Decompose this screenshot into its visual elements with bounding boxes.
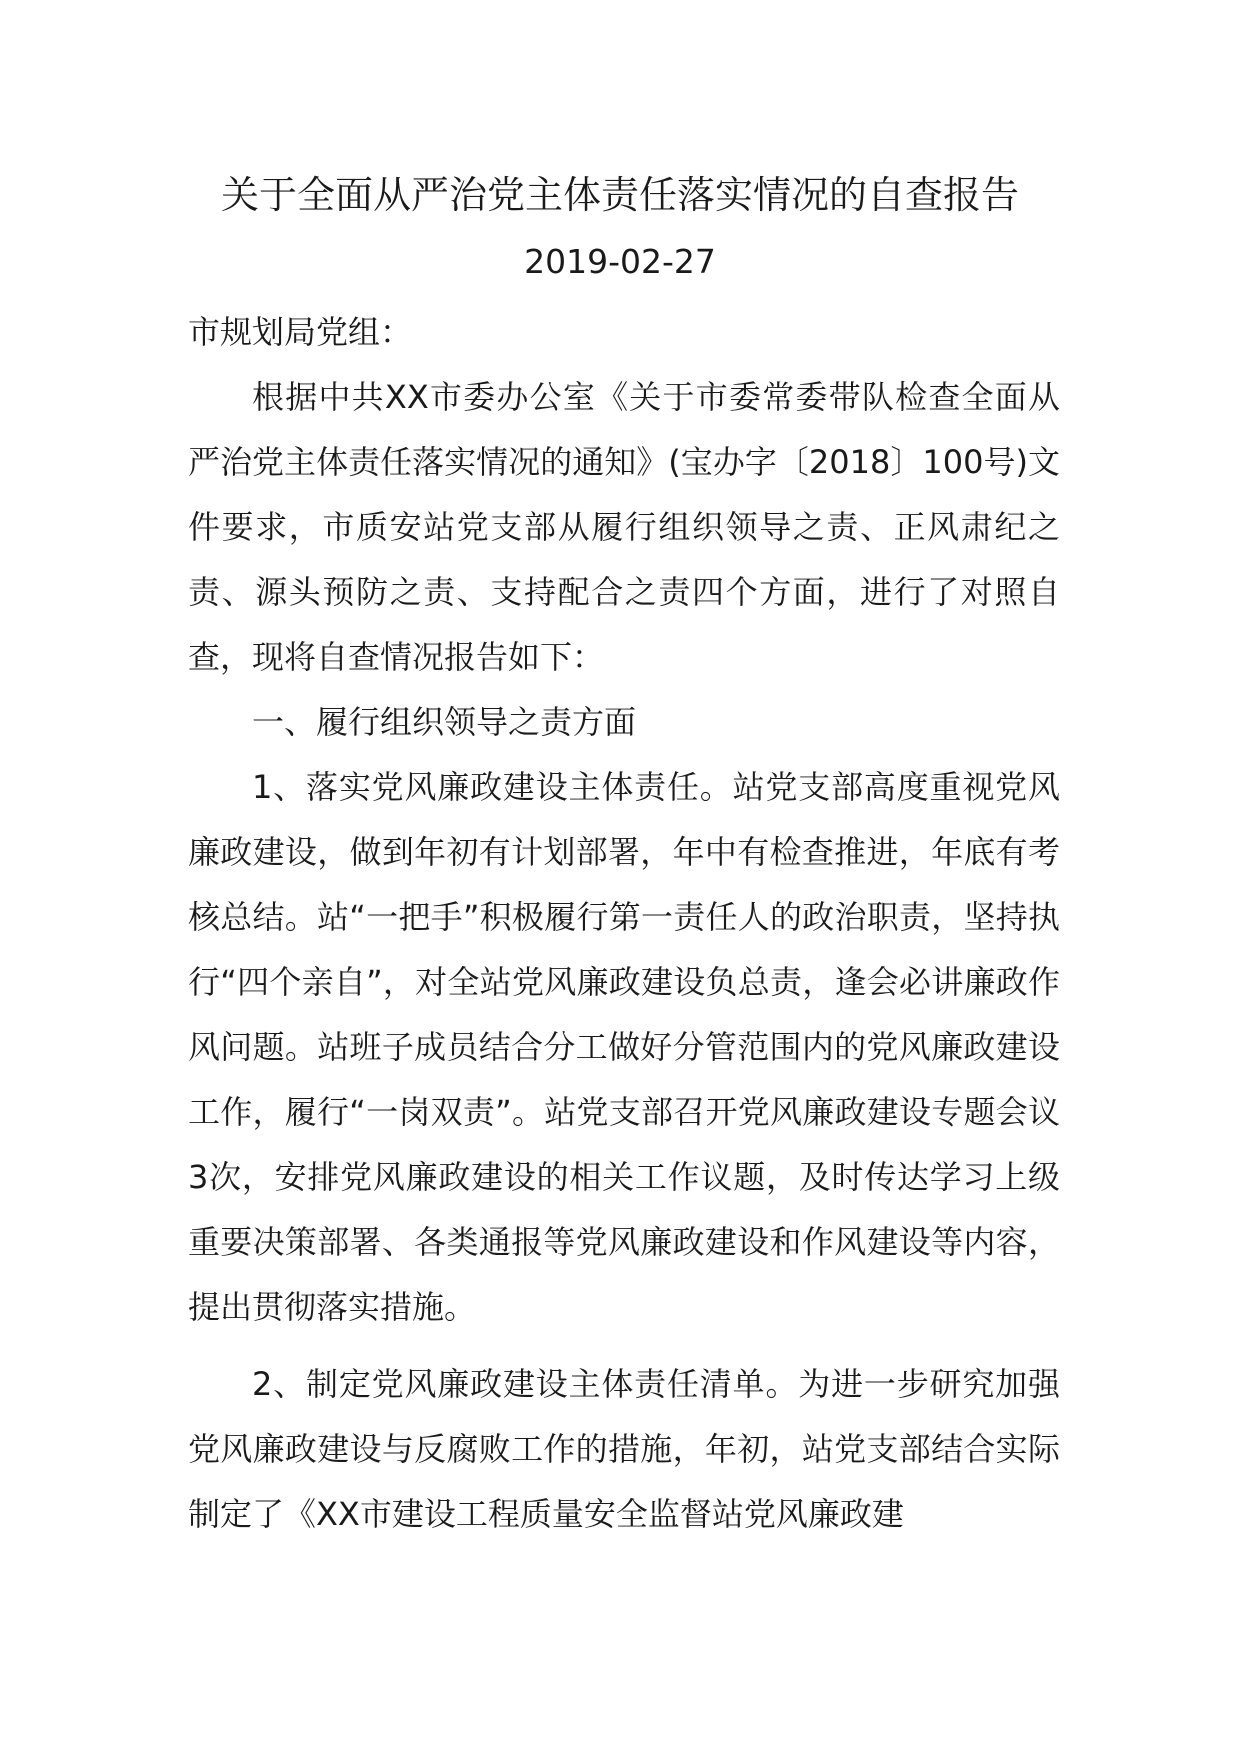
- document-body: [188, 300, 1060, 1547]
- salutation: 市规划局党组：: [188, 313, 413, 351]
- paragraph-item-1: 1、落实党风廉政建设主体责任。站党支部高度重视党风廉政建设，做到年初有计划部署，年中有检查推进，年底有考核总结。站“一把手”积极履行第一责任人的政治职责，坚持执行“四个亲自”，对全站党风廉政建设负总责，逢会必讲廉政作风问题。站班子成员结合分工做好分管范围内的党风廉政建设工作，履行“一岗双责”。站党支部召开党风廉政建设专题会议3次，安排党风廉政建设的相关工作议题，及时传达学习上级重要决策部署、各类通报等党风廉政建设和作风建设等内容，提出贯彻落实措施。: [188, 768, 1060, 1326]
- document-date: 2019-02-27: [524, 242, 716, 281]
- paragraph-intro: 根据中共XX市委办公室《关于市委常委带队检查全面从严治党主体责任落实情况的通知》(宝办字〔2018〕100号)文件要求，市质安站党支部从履行组织领导之责、正风肃纪之责、源头预防之责、支持配合之责四个方面，进行了对照自查，现将自查情况报告如下：: [188, 378, 1060, 676]
- paragraph-item-2: 2、制定党风廉政建设主体责任清单。为进一步研究加强党风廉政建设与反腐败工作的措施，年初，站党支部结合实际制定了《XX市建设工程质量安全监督站党风廉政建: [188, 1365, 1060, 1533]
- section-heading-1: 一、履行组织领导之责方面: [252, 703, 637, 741]
- document-title: 关于全面从严治党主体责任落实情况的自查报告: [220, 173, 1019, 217]
